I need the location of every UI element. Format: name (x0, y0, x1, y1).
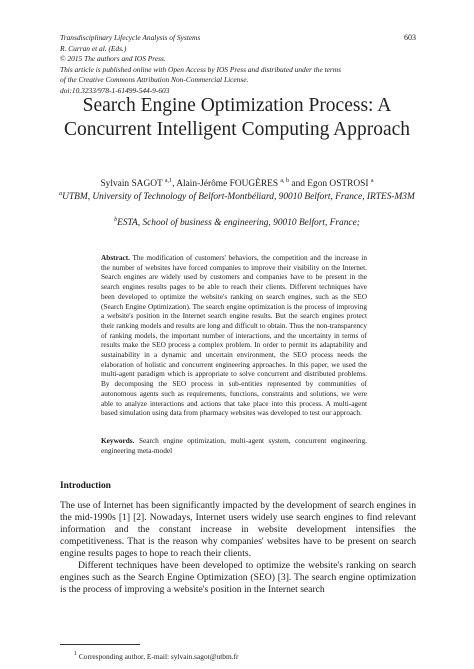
author-conjunction: and (291, 179, 305, 189)
abstract-label: Abstract. (101, 253, 130, 262)
affiliation-b (50, 217, 424, 229)
footnote-mark: 1 (74, 651, 77, 657)
footnote-text: Corresponding author, E-mail: sylvain.sagot@utbm.fr (78, 652, 239, 661)
affiliation-mark: b (114, 217, 118, 223)
author-affiliation-mark: a (370, 178, 374, 184)
header-copyright: © 2015 The authors and IOS Press. (60, 54, 166, 64)
affiliation-mark: a (59, 191, 63, 197)
header-editors: R. Curran et al. (Eds.) (60, 43, 127, 53)
intro-paragraph-1: The use of Internet has been significantly impacted by the development of search engines in the mid-1990s [1] [2]. Nowadays, Internet users widely use search engines to find relevant information and the constant increase in website development intensifies the competitiveness. That is the reason why companies' websites have to be present on search engine results pages to hope to reach their clients. (60, 500, 416, 560)
abstract (101, 253, 367, 418)
header-doi: doi:10.3233/978-1-61499-544-9-603 (60, 85, 170, 95)
author-list: Sylvain SAGOT $^{a,1}$, Alain-Jérôme FOUGÈRES $^{a, b}$ and Egon OSTROSI $^a$ (100, 178, 374, 189)
header-book-title: Transdisciplinary Lifecycle Analysis of Systems (60, 33, 201, 42)
keywords-text: Search engine optimization, multi-agent system, concurrent engineering, engineering meta-model (101, 436, 367, 455)
author-affiliation-mark: a,1 (164, 178, 173, 184)
page-number: 603 (404, 33, 416, 42)
header-license-line2: of the Creative Commons Attribution Non-Commercial License. (60, 75, 249, 85)
author-name: Alain-Jérôme FOUGÈRES (176, 179, 279, 189)
footnote-divider (60, 644, 140, 645)
intro-paragraph-2: Different techniques have been developed to optimize the website's ranking on search engines such as the Search Engine Optimization (SEO) [3]. The search engine optimization is the process of improving a website's position in the Internet search (60, 560, 416, 596)
footnote (74, 652, 239, 661)
header-license-line1: This article is published online with Open Access by IOS Press and distributed under the terms (60, 64, 342, 74)
author-name: Sylvain SAGOT (100, 179, 163, 189)
affiliation-text: ESTA, School of business & engineering, 90010 Belfort, France; (117, 218, 360, 228)
affiliation-a (50, 191, 424, 203)
author-affiliation-mark: a, b (280, 178, 290, 184)
paper-title: Search Engine Optimization Process: A Concurrent Intelligent Computing Approach (63, 95, 411, 140)
affiliation-text: UTBM, University of Technology of Belfort-Montbéliard, 90010 Belfort, France, IRTES-M3M (62, 192, 415, 202)
publication-header (60, 33, 416, 97)
section-heading-introduction: Introduction (60, 481, 111, 491)
author-name: Egon OSTROSI (307, 179, 369, 189)
keywords (101, 436, 367, 455)
keywords-label: Keywords. (101, 436, 135, 445)
abstract-text: The modification of customers' behaviors, the competition and the increase in the number of websites have forced companies to improve their visibility on the Internet. Search engines are widely used by customers and companies have to be present in the search engines results pages to be able to reach their clients. Different techniques have been developed to optimize the website's ranking on search engines, such as the SEO (Search Engine Optimization). The search engine optimization is the process of improving a website's position in the Internet search engine results. But the search engines protect their ranking models and results are long and difficult to obtain. Thus the non-transparency of ranking models, the important number of interactions, and the uncertainty in terms of results make the SEO process a complex problem. In order to permit its adaptability and sustainability in a dynamic and uncertain environment, the SEO process needs the elaboration of holistic and concurrent engineering approaches. In this paper, we used the multi-agent paradigm which is appropriate to solve concurrent and distributed problems. By decomposing the SEO process in sub-entities represented by communities of autonomous agents such as requirements, functions, constraints and solutions, we were able to analyze interactions and actions that take place into this process. A multi-agent based simulation using data from pharmacy websites was developed to test our approach. (101, 253, 367, 418)
